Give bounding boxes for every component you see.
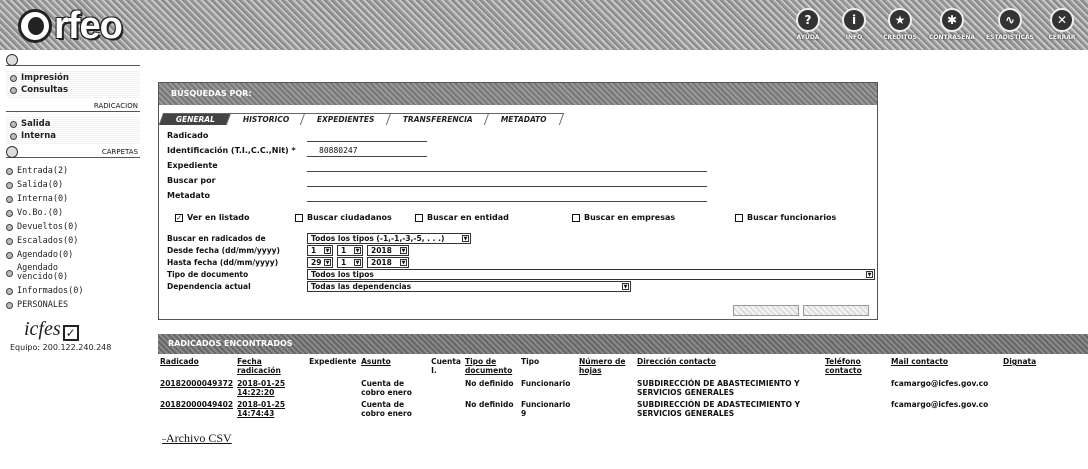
cell-tipo: Funcionario	[520, 379, 571, 388]
icfes-logo	[24, 318, 140, 341]
equipo-ip: Equipo: 200.122.240.248	[10, 343, 112, 352]
folder-list	[6, 164, 140, 312]
desde-mes-select[interactable]	[337, 245, 363, 256]
check-icon: ✓	[63, 325, 79, 341]
cell-expediente	[307, 400, 359, 421]
folder-informados[interactable]	[6, 284, 140, 298]
cell-tipo-doc: No definido	[464, 379, 514, 388]
csv-label: Archivo CSV	[166, 431, 232, 445]
cell-hojas	[577, 379, 635, 400]
buscar-por-label: Buscar por	[167, 176, 216, 185]
cell-mail: fcamargo@icfes.gov.co	[890, 400, 989, 409]
sidebar	[0, 52, 150, 469]
search-options	[167, 213, 867, 227]
col-asunto[interactable]: Asunto	[361, 357, 391, 366]
desde-label: Desde fecha (dd/mm/yyyy)	[167, 246, 280, 255]
cell-dignata	[1001, 400, 1088, 421]
results-title: RADICADOS ENCONTRADOS	[158, 334, 1088, 354]
cell-telefono	[823, 379, 889, 400]
buscar-por-input[interactable]	[307, 186, 707, 187]
search-form	[167, 129, 867, 204]
cell-cuenta	[429, 400, 463, 421]
cell-tipo-doc: No definido	[464, 400, 514, 409]
results-header-row	[158, 357, 1088, 379]
folder-label: Escalados(0)	[17, 236, 79, 246]
cell-direccion: SUBDIRECCIÓN DE ABASTECIMIENTO Y SERVICIOS GENERALES	[636, 379, 800, 397]
col-radicado[interactable]: Radicado	[160, 357, 199, 366]
radicacion-separator	[6, 102, 140, 112]
tab-label: TRANSFERENCIA	[402, 115, 473, 124]
info-icon: i	[842, 8, 866, 32]
sidebar-item-impresion[interactable]	[10, 72, 136, 84]
folder-label: Agendado vencido(0)	[17, 263, 69, 282]
search-panel	[158, 82, 878, 320]
bullet-icon	[6, 288, 13, 295]
check-label: Buscar en entidad	[427, 213, 509, 222]
expediente-label: Expediente	[167, 161, 218, 170]
cell-mail: fcamargo@icfes.gov.co	[890, 379, 989, 388]
tab-metadato[interactable]	[484, 113, 564, 125]
col-cuenta: Cuenta I.	[431, 357, 461, 375]
folder-label: Interna(0)	[17, 194, 69, 204]
col-fecha[interactable]: Fecha radicación	[237, 357, 281, 375]
sidebar-separator	[6, 56, 140, 66]
hasta-anio-select[interactable]	[367, 257, 409, 268]
bullet-icon	[6, 182, 13, 189]
nav-estadisticas[interactable]	[984, 8, 1036, 41]
tab-general[interactable]	[159, 113, 232, 125]
radicacion-box	[6, 116, 140, 144]
table-row	[158, 400, 1088, 421]
col-direccion[interactable]: Dirección contacto	[636, 357, 716, 366]
folder-salida[interactable]	[6, 178, 140, 192]
folder-entrada[interactable]	[6, 164, 140, 178]
checkbox[interactable]	[295, 214, 303, 222]
bullet-icon	[6, 224, 13, 231]
buscar-en-select[interactable]	[307, 233, 471, 244]
select-value: 29	[311, 258, 322, 267]
folder-label: Devueltos(0)	[17, 222, 79, 232]
col-dignata[interactable]: Dignata	[1002, 357, 1037, 366]
nav-ayuda[interactable]	[788, 8, 828, 41]
sidebar-top-box	[6, 70, 140, 98]
nav-cerrar[interactable]	[1042, 8, 1082, 41]
metadato-label: Metadato	[167, 191, 211, 200]
folder-label: Salida(0)	[17, 180, 64, 190]
folder-label: Agendado(0)	[17, 250, 74, 260]
folder-label: Informados(0)	[17, 286, 84, 296]
identificacion-label: Identificación (T.I.,C.C.,Nit) *	[167, 146, 296, 155]
statistics-icon: ∿	[998, 8, 1022, 32]
select-value: 1	[311, 246, 317, 255]
col-mail[interactable]: Mail contacto	[890, 357, 949, 366]
cell-hojas	[577, 400, 635, 421]
bullet-icon	[6, 196, 13, 203]
desde-dia-select[interactable]	[307, 245, 333, 256]
cell-telefono	[823, 400, 889, 421]
row-metadato	[167, 189, 867, 204]
folder-agendado[interactable]	[6, 248, 140, 262]
tab-label: EXPEDIENTES	[317, 115, 375, 124]
folder-escalados[interactable]	[6, 234, 140, 248]
cell-fecha[interactable]: 2018-01-25 14:22:20	[237, 379, 286, 397]
folder-vobo[interactable]	[6, 206, 140, 220]
folder-label: Vo.Bo.(0)	[17, 208, 64, 218]
orfeo-logo[interactable]	[18, 6, 122, 46]
check-label: Buscar ciudadanos	[307, 213, 392, 222]
col-hojas[interactable]: Número de hojas	[578, 357, 626, 375]
metadato-input[interactable]	[307, 201, 707, 202]
nav-creditos[interactable]	[880, 8, 920, 41]
hasta-mes-select[interactable]	[337, 257, 363, 268]
row-hasta	[167, 257, 877, 269]
nav-label: INFO	[845, 34, 863, 41]
hasta-label: Hasta fecha (dd/mm/yyyy)	[167, 258, 279, 267]
check-buscar-funcionarios[interactable]	[735, 213, 836, 222]
identificacion-input[interactable]: 80880247	[319, 146, 358, 155]
nav-label: CERRAR	[1048, 34, 1076, 41]
tab-label: METADATO	[500, 115, 547, 124]
sidebar-item-salida[interactable]	[10, 118, 136, 130]
hasta-dia-select[interactable]	[307, 257, 333, 268]
desde-anio-select[interactable]	[367, 245, 409, 256]
clear-button[interactable]	[803, 305, 869, 316]
cell-radicado[interactable]: 20182000049402	[160, 400, 234, 409]
cell-tipo: Funcionario 9	[520, 400, 571, 418]
col-telefono[interactable]: Teléfono contacto	[824, 357, 862, 375]
col-expediente: Expediente	[309, 357, 357, 366]
tab-label: GENERAL	[175, 115, 215, 124]
carpetas-separator	[6, 148, 140, 158]
sidebar-item-label: Interna	[21, 131, 57, 141]
select-value: 1	[341, 258, 347, 267]
col-tipo-documento[interactable]: Tipo de documento	[464, 357, 513, 375]
help-icon: ?	[796, 8, 820, 32]
menu-icon	[6, 54, 18, 66]
cell-fecha[interactable]: 2018-01-25 14:74:43	[237, 400, 286, 418]
folder-label: PERSONALES	[17, 300, 69, 310]
tab-expedientes[interactable]	[300, 113, 392, 125]
checkbox[interactable]	[572, 214, 580, 222]
password-icon: ✱	[940, 8, 964, 32]
search-tabs	[161, 113, 560, 125]
check-buscar-ciudadanos[interactable]	[295, 213, 392, 222]
folder-interna[interactable]	[6, 192, 140, 206]
cell-asunto: Cuenta de cobro enero	[361, 379, 412, 397]
row-tipo-doc	[167, 269, 877, 281]
folder-icon	[6, 146, 18, 158]
check-buscar-empresas[interactable]	[572, 213, 675, 222]
dependencia-label: Dependencia actual	[167, 282, 251, 291]
col-tipo: Tipo	[520, 357, 540, 366]
chevron-down-icon: ▼	[623, 284, 628, 290]
bullet-icon	[6, 210, 13, 217]
app-header	[0, 0, 1088, 50]
csv-download-link[interactable]	[162, 431, 232, 446]
bullet-icon	[6, 238, 13, 245]
cell-expediente	[307, 379, 359, 400]
folder-personales[interactable]	[6, 298, 140, 312]
nav-contrasena[interactable]	[926, 8, 978, 41]
row-desde	[167, 245, 877, 257]
sidebar-item-interna[interactable]	[10, 130, 136, 142]
credits-icon: ★	[888, 8, 912, 32]
chevron-down-icon: ▼	[325, 260, 330, 266]
close-icon: ✕	[1050, 8, 1074, 32]
search-button[interactable]	[733, 305, 799, 316]
results-section	[158, 334, 1088, 434]
identificacion-underline	[307, 156, 427, 157]
folder-devueltos[interactable]	[6, 220, 140, 234]
chevron-down-icon: ▼	[325, 248, 330, 254]
row-identificacion	[167, 144, 867, 159]
bullet-icon	[6, 302, 13, 309]
bullet-icon	[10, 75, 17, 82]
select-value: Todas las dependencias	[311, 282, 412, 291]
sidebar-item-consultas[interactable]	[10, 84, 136, 96]
chevron-down-icon: ▼	[401, 260, 406, 266]
file-icon: ⎯	[162, 435, 166, 444]
radicado-input[interactable]	[307, 141, 427, 142]
check-ver-listado[interactable]	[175, 213, 250, 222]
bullet-icon	[6, 252, 13, 259]
sidebar-item-label: Salida	[21, 119, 51, 129]
chevron-down-icon: ▼	[355, 248, 360, 254]
check-label: Ver en listado	[187, 213, 250, 222]
tab-historico[interactable]	[226, 113, 307, 125]
chevron-down-icon: ▼	[401, 248, 406, 254]
checkbox[interactable]	[415, 214, 423, 222]
checkbox[interactable]: ✓	[176, 213, 182, 222]
sidebar-item-label: Impresión	[21, 73, 69, 83]
search-panel-title: BÚSQUEDAS PQR:	[159, 83, 877, 105]
logo-text: rfeo	[54, 4, 122, 47]
tab-transferencia[interactable]	[386, 113, 490, 125]
folder-label: Entrada(2)	[17, 166, 69, 176]
bullet-icon	[10, 133, 17, 140]
row-expediente	[167, 159, 867, 174]
select-value: 1	[341, 246, 347, 255]
nav-info[interactable]	[834, 8, 874, 41]
sidebar-top	[6, 56, 140, 352]
checkbox[interactable]	[735, 214, 743, 222]
bullet-icon	[6, 168, 13, 175]
bullet-icon	[10, 121, 17, 128]
carpetas-label: CARPETAS	[99, 148, 138, 156]
search-buttons	[733, 305, 869, 316]
row-buscar-por	[167, 174, 867, 189]
check-label: Buscar en empresas	[584, 213, 676, 222]
nav-label: AYUDA	[796, 34, 820, 41]
cell-dignata	[1001, 379, 1088, 400]
radicacion-label: RADICACION	[91, 102, 138, 110]
cell-cuenta	[429, 379, 463, 400]
expediente-input[interactable]	[307, 171, 707, 172]
row-dependencia	[167, 281, 877, 293]
tipo-doc-label: Tipo de documento	[167, 270, 249, 279]
check-label: Buscar funcionarios	[747, 213, 837, 222]
folder-agendado-vencido[interactable]	[6, 262, 140, 284]
dependencia-select[interactable]	[307, 281, 631, 292]
chevron-down-icon: ▼	[463, 236, 468, 242]
top-nav	[788, 8, 1082, 41]
select-value: 2018	[371, 246, 392, 255]
icfes-text: icfes	[24, 318, 61, 340]
cell-radicado[interactable]: 20182000049372	[160, 379, 234, 388]
results-table	[158, 357, 1088, 421]
sidebar-item-label: Consultas	[21, 85, 69, 95]
cell-asunto: Cuenta de cobro enero	[361, 400, 412, 418]
chevron-down-icon: ▼	[867, 272, 872, 278]
radicado-label: Radicado	[167, 131, 209, 140]
row-radicado	[167, 129, 867, 144]
logo-o-icon	[18, 9, 52, 43]
check-buscar-entidad[interactable]	[415, 213, 509, 222]
cell-direccion: SUBDIRECCIÓN DE ADASTECIMIENTO Y SERVICIOS GENERALES	[636, 400, 801, 418]
nav-label: ESTADISTICAS	[986, 34, 1034, 41]
bullet-icon	[6, 270, 13, 277]
bullet-icon	[10, 87, 17, 94]
nav-label: CONTRASEÑA	[929, 34, 975, 41]
select-value: Todos los tipos (-1,-1,-3,-5, . . .)	[311, 234, 445, 243]
buscar-en-label: Buscar en radicados de	[167, 234, 266, 243]
tipo-doc-select[interactable]	[307, 269, 875, 280]
select-value: 2018	[371, 258, 392, 267]
tab-label: HISTORICO	[242, 115, 290, 124]
table-row	[158, 379, 1088, 400]
advanced-filters	[167, 233, 877, 293]
select-value: Todos los tipos	[311, 270, 374, 279]
chevron-down-icon: ▼	[355, 260, 360, 266]
nav-label: CREDITOS	[883, 34, 917, 41]
row-buscar-en	[167, 233, 877, 245]
